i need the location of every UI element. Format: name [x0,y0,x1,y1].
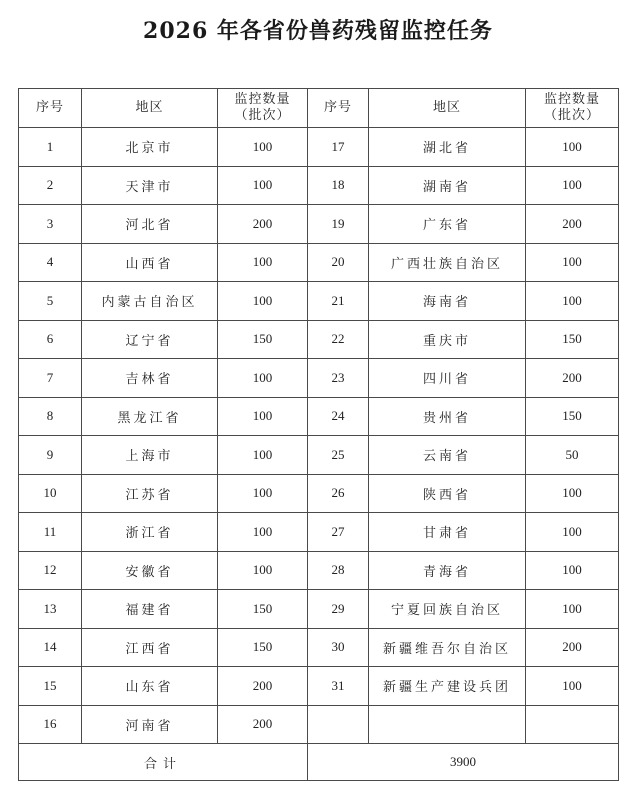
header-count-line2: （批次） [234,108,291,123]
seq-cell: 5 [19,282,82,321]
count-cell: 200 [218,705,308,744]
count-cell: 200 [218,205,308,244]
header-seq: 序号 [19,89,82,128]
table-row [19,166,619,205]
region-cell: 广西壮族自治区 [369,243,526,282]
seq-cell: 22 [308,320,369,359]
region-cell: 重庆市 [369,320,526,359]
header-count-line2: （批次） [543,108,600,123]
table-row [19,128,619,167]
seq-cell: 2 [19,166,82,205]
table-row [19,667,619,706]
table-row [19,282,619,321]
seq-cell: 9 [19,436,82,475]
count-cell: 100 [218,243,308,282]
count-cell: 100 [526,590,619,629]
table-row [19,513,619,552]
region-cell-empty [369,705,526,744]
region-cell: 湖北省 [369,128,526,167]
region-cell: 江苏省 [82,474,218,513]
seq-cell: 24 [308,397,369,436]
count-cell: 100 [526,282,619,321]
count-cell: 100 [218,166,308,205]
region-cell: 湖南省 [369,166,526,205]
header-count [218,89,308,128]
count-cell: 100 [218,397,308,436]
region-cell: 海南省 [369,282,526,321]
count-cell: 100 [218,359,308,398]
count-cell: 200 [526,628,619,667]
region-cell: 河南省 [82,705,218,744]
region-cell: 甘肃省 [369,513,526,552]
count-cell: 100 [218,436,308,475]
monitoring-task-table [18,88,619,781]
count-cell-empty [526,705,619,744]
seq-cell: 13 [19,590,82,629]
region-cell: 广东省 [369,205,526,244]
count-cell: 200 [526,205,619,244]
count-cell: 100 [526,474,619,513]
region-cell: 陕西省 [369,474,526,513]
seq-cell: 7 [19,359,82,398]
count-cell: 150 [526,397,619,436]
count-cell: 100 [218,513,308,552]
count-cell: 100 [526,551,619,590]
seq-cell: 21 [308,282,369,321]
region-cell: 贵州省 [369,397,526,436]
seq-cell: 20 [308,243,369,282]
count-cell: 100 [526,243,619,282]
seq-cell: 23 [308,359,369,398]
seq-cell: 26 [308,474,369,513]
table-row [19,436,619,475]
region-cell: 山西省 [82,243,218,282]
seq-cell: 27 [308,513,369,552]
region-cell: 内蒙古自治区 [82,282,218,321]
region-cell: 天津市 [82,166,218,205]
seq-cell: 11 [19,513,82,552]
region-cell: 山东省 [82,667,218,706]
table-row [19,359,619,398]
count-cell: 100 [218,128,308,167]
region-cell: 河北省 [82,205,218,244]
header-region: 地区 [82,89,218,128]
region-cell: 江西省 [82,628,218,667]
page-title: 2026 年各省份兽药残留监控任务 [143,18,493,44]
header-count [526,89,619,128]
seq-cell: 14 [19,628,82,667]
region-cell: 北京市 [82,128,218,167]
region-cell: 黑龙江省 [82,397,218,436]
region-cell: 新疆维吾尔自治区 [369,628,526,667]
seq-cell: 30 [308,628,369,667]
count-cell: 100 [526,128,619,167]
region-cell: 新疆生产建设兵团 [369,667,526,706]
table-row [19,590,619,629]
seq-cell: 1 [19,128,82,167]
count-cell: 150 [526,320,619,359]
region-cell: 浙江省 [82,513,218,552]
count-cell: 100 [218,282,308,321]
table-row [19,397,619,436]
count-cell: 200 [218,667,308,706]
seq-cell: 15 [19,667,82,706]
count-cell: 100 [526,667,619,706]
header-region: 地区 [369,89,526,128]
seq-cell: 17 [308,128,369,167]
seq-cell: 25 [308,436,369,475]
region-cell: 安徽省 [82,551,218,590]
seq-cell: 18 [308,166,369,205]
seq-cell: 6 [19,320,82,359]
seq-cell: 8 [19,397,82,436]
count-cell: 50 [526,436,619,475]
seq-cell: 28 [308,551,369,590]
seq-cell: 19 [308,205,369,244]
count-cell: 150 [218,590,308,629]
header-seq: 序号 [308,89,369,128]
total-label: 合计 [19,744,308,781]
seq-cell: 3 [19,205,82,244]
seq-cell-empty [308,705,369,744]
table-row [19,705,619,744]
table-row [19,628,619,667]
region-cell: 青海省 [369,551,526,590]
table-row [19,243,619,282]
count-cell: 100 [218,474,308,513]
count-cell: 150 [218,320,308,359]
total-row [19,744,619,781]
table-row [19,474,619,513]
seq-cell: 4 [19,243,82,282]
header-count-line1: 监控数量 [543,92,600,107]
region-cell: 辽宁省 [82,320,218,359]
region-cell: 云南省 [369,436,526,475]
header-count-line1: 监控数量 [234,92,291,107]
region-cell: 福建省 [82,590,218,629]
table-row [19,320,619,359]
region-cell: 上海市 [82,436,218,475]
region-cell: 四川省 [369,359,526,398]
seq-cell: 12 [19,551,82,590]
count-cell: 100 [526,166,619,205]
seq-cell: 31 [308,667,369,706]
count-cell: 150 [218,628,308,667]
seq-cell: 29 [308,590,369,629]
count-cell: 200 [526,359,619,398]
seq-cell: 10 [19,474,82,513]
count-cell: 100 [526,513,619,552]
table-header-row [19,89,619,128]
count-cell: 100 [218,551,308,590]
region-cell: 宁夏回族自治区 [369,590,526,629]
total-value: 3900 [308,744,619,781]
seq-cell: 16 [19,705,82,744]
region-cell: 吉林省 [82,359,218,398]
table-row [19,205,619,244]
table-row [19,551,619,590]
